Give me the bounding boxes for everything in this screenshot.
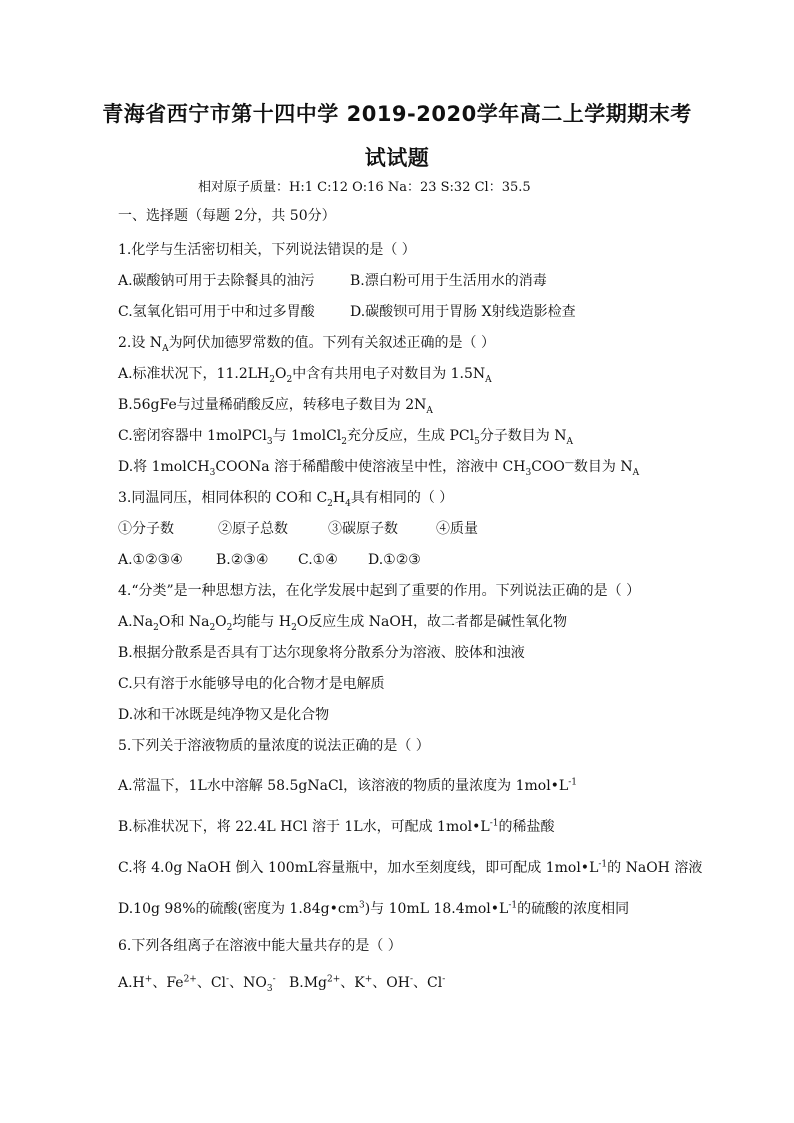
question-2-option-d: D.将 1molCH$_3$COONa 溶于稀醋酸中使溶液呈中性，溶液中 $CH_3COO^—$数目为 $N_A$ bbox=[118, 458, 640, 478]
question-3-option-c: C.①④ bbox=[298, 552, 338, 568]
question-3-option-a: A.①②③④ bbox=[118, 552, 183, 568]
question-1-option-c: C.氢氧化铝可用于中和过多胃酸 bbox=[118, 304, 315, 320]
page-title-line2: 试试题 bbox=[364, 146, 430, 170]
question-1-option-d: D.碳酸钡可用于胃肠 X射线造影检查 bbox=[350, 304, 576, 320]
question-5-option-b: B.标准状况下，将 22.4L HCl 溶于 1L水，可配成 $1mol•L^{-1}$的稀盐酸 bbox=[118, 818, 555, 835]
question-3-item: ④质量 bbox=[436, 521, 478, 537]
question-3-items bbox=[118, 519, 478, 539]
question-1-option-a: A.碳酸钠可用于去除餐具的油污 bbox=[118, 273, 315, 289]
question-1-option-b: B.漂白粉可用于生活用水的消毒 bbox=[350, 273, 547, 289]
page-title-line1: 青海省西宁市第十四中学 2019-2020学年高二上学期期末考 bbox=[102, 102, 692, 126]
question-4-stem: 4.“分类”是一种思想方法，在化学发展中起到了重要的作用。下列说法正确的是（ ） bbox=[118, 583, 641, 599]
question-4-option-b: B.根据分散系是否具有丁达尔现象将分散系分为溶液、胶体和浊液 bbox=[118, 645, 525, 661]
question-6-stem: 6.下列各组离子在溶液中能大量共存的是（ ） bbox=[118, 938, 402, 954]
question-1-stem: 1.化学与生活密切相关，下列说法错误的是（ ） bbox=[118, 242, 416, 258]
question-3-item: ②原子总数 bbox=[218, 521, 288, 537]
question-2-option-c: C.密闭容器中 1molPCl$_3$与 1molCl$_2$充分反应，生成 PCl$_5$分子数目为 $N_A$ bbox=[118, 428, 574, 447]
question-3-item: ①分子数 bbox=[118, 521, 174, 537]
question-5-option-c: C.将 4.0g NaOH 倒入 100mL容量瓶中，加水至刻度线，即可配成 $1mol•L^{-1}$的 NaOH 溶液 bbox=[118, 859, 703, 876]
question-6-options: A.H+、$Fe^{2+}$、Cl-、$NO_3^-$ $B.Mg^{2+}$、K+、OH-、Cl- bbox=[118, 974, 446, 994]
question-4-option-d: D.冰和干冰既是纯净物又是化合物 bbox=[118, 707, 330, 723]
question-3-options bbox=[118, 550, 421, 570]
question-2-stem: 2.设 $N_A$为阿伏加德罗常数的值。下列有关叙述正确的是（ ） bbox=[118, 335, 496, 354]
question-3-option-b: B.②③④ bbox=[216, 552, 269, 568]
question-5-stem: 5.下列关于溶液物质的量浓度的说法正确的是（ ） bbox=[118, 738, 430, 754]
question-5-option-d: D.10g 98%的硫酸(密度为 $1.84g•cm^3$)与 10mL $18.4mol•L^{-1}$的硫酸的浓度相同 bbox=[118, 900, 630, 917]
question-4-option-a: $A.Na_2O$和 $Na_2O_2$均能与 $H_2O$反应生成 NaOH，故二者都是碱性氧化物 bbox=[118, 614, 568, 633]
question-2-option-a: A.标准状况下，$11.2LH_2O_2$中含有共用电子对数目为 $1.5N_A$ bbox=[118, 366, 492, 385]
question-5-option-a: A.常温下，1L水中溶解 58.5gNaCl，该溶液的物质的量浓度为 $1mol•L^{-1}$ bbox=[118, 777, 578, 794]
question-2-option-b: B.56gFe与过量稀硝酸反应，转移电子数目为 $2N_A$ bbox=[118, 397, 433, 416]
question-3-option-d: D.①②③ bbox=[368, 552, 421, 568]
question-3-stem: 3.同温同压，相同体积的 CO和 $C_2H_4$具有相同的（ ） bbox=[118, 490, 454, 509]
question-4-option-c: C.只有溶于水能够导电的化合物才是电解质 bbox=[118, 676, 385, 692]
atomic-mass-info: 相对原子质量：H:1 C:12 O:16 Na：23 S:32 Cl：35.5 bbox=[198, 180, 531, 195]
question-3-item: ③碳原子数 bbox=[328, 521, 398, 537]
section-heading: 一、选择题（每题 2分，共 50分） bbox=[118, 208, 336, 224]
